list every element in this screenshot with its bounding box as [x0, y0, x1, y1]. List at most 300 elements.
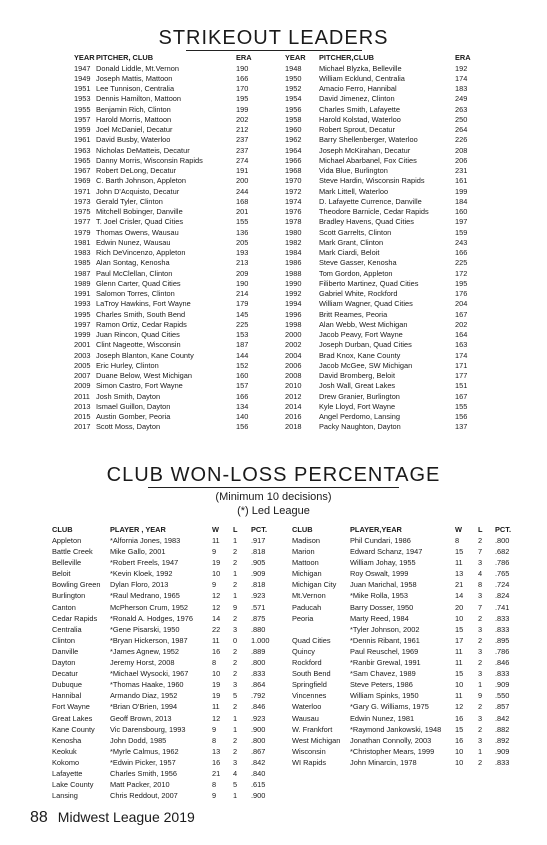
losses-cell: 2	[233, 702, 238, 712]
era-cell: 243	[455, 237, 468, 247]
year-cell: 2011	[74, 391, 90, 401]
player-cell: *Tyler Johnson, 2002	[350, 624, 420, 634]
year-cell: 1970	[285, 176, 302, 186]
club-cell: Dayton	[52, 658, 76, 668]
pitcher-cell: Barry Shellenberger, Waterloo	[319, 135, 418, 145]
player-cell: *Christopher Mears, 1999	[350, 746, 435, 756]
year-cell: 1969	[74, 176, 91, 186]
strikeout-row	[74, 340, 474, 350]
losses-cell: 1	[233, 713, 238, 723]
year-cell: 1999	[74, 330, 91, 339]
player-cell: *Thomas Haake, 1960	[110, 680, 184, 690]
pct-cell: .909	[251, 569, 266, 579]
pitcher-cell: Simon Castro, Fort Wayne	[96, 381, 183, 391]
era-cell: 237	[236, 145, 249, 155]
losses-cell: 1	[233, 591, 238, 601]
year-cell: 1951	[74, 84, 91, 93]
club-row	[292, 580, 522, 591]
pct-cell: .917	[251, 536, 266, 545]
pct-cell: .833	[495, 757, 510, 767]
losses-cell: 2	[478, 658, 483, 668]
year-cell: 1962	[285, 135, 302, 145]
player-cell: *Robert Freels, 1947	[110, 558, 179, 568]
wins-cell: 8	[212, 780, 217, 790]
strikeout-row	[74, 330, 474, 340]
club-cell: Wausau	[292, 713, 319, 723]
pct-cell: .923	[251, 713, 266, 723]
era-cell: 176	[455, 289, 468, 298]
pitcher-cell: Steve Hardin, Wisconsin Rapids	[319, 176, 425, 186]
pitcher-cell: Mark Ciardi, Beloit	[319, 248, 380, 257]
page-footer	[30, 809, 195, 827]
pitcher-cell: Amacio Ferro, Hannibal	[319, 84, 397, 93]
player-cell: Edward Schanz, 1947	[350, 547, 423, 557]
pitcher-cell: Mitchell Bobinger, Danville	[96, 207, 183, 216]
pitcher-cell: Michael Abarbanel, Fox Cities	[319, 155, 417, 165]
era-cell: 209	[236, 268, 249, 278]
strikeout-row	[74, 125, 474, 135]
pitcher-cell: Tom Gordon, Appleton	[319, 268, 393, 278]
year-cell: 1950	[285, 73, 302, 83]
era-cell: 179	[236, 299, 249, 309]
era-cell: 174	[455, 350, 468, 360]
pitcher-cell: Mark Littell, Waterloo	[319, 186, 389, 196]
club-row	[52, 603, 277, 614]
club-rows-right	[292, 536, 522, 769]
strikeout-row	[74, 361, 474, 371]
wins-cell: 16	[212, 757, 221, 767]
pitcher-cell: Packy Naughton, Dayton	[319, 422, 401, 432]
era-cell: 249	[455, 94, 468, 104]
club-table-right	[292, 525, 522, 769]
player-cell: Geoff Brown, 2013	[110, 713, 172, 723]
wins-cell: 13	[455, 569, 464, 579]
club-cell: Vincennes	[292, 691, 327, 701]
wins-cell: 16	[212, 646, 221, 656]
club-row	[292, 547, 522, 558]
year-cell: 1961	[74, 135, 91, 145]
club-row	[292, 625, 522, 636]
club-cell: Wisconsin	[292, 746, 326, 756]
year-cell: 1998	[285, 319, 302, 329]
era-cell: 157	[236, 381, 249, 391]
pct-cell: .786	[495, 646, 510, 656]
player-cell: William Johay, 1955	[350, 558, 416, 568]
club-row	[52, 725, 277, 736]
club-cell: Hannibal	[52, 691, 82, 701]
pct-cell: .846	[495, 658, 510, 668]
wins-cell: 19	[212, 680, 221, 690]
era-cell: 153	[236, 330, 249, 339]
club-row	[292, 680, 522, 691]
pitcher-cell: Gerald Tyler, Clinton	[96, 196, 163, 206]
player-cell: Phil Cundari, 1986	[350, 536, 411, 545]
wins-cell: 15	[455, 624, 464, 634]
pct-cell: .880	[251, 624, 266, 634]
wins-cell: 11	[455, 646, 463, 656]
year-cell: 1968	[285, 166, 302, 175]
year-cell: 1948	[285, 63, 302, 73]
club-cell: Bowling Green	[52, 580, 101, 590]
pct-cell: .857	[495, 702, 510, 712]
era-cell: 213	[236, 258, 249, 268]
losses-cell: 2	[478, 635, 483, 645]
losses-cell: 0	[233, 635, 238, 645]
strikeout-row	[74, 166, 474, 176]
losses-cell: 2	[233, 558, 238, 568]
era-cell: 160	[236, 371, 249, 380]
club-cell: W. Frankfort	[292, 724, 333, 734]
year-cell: 1966	[285, 155, 302, 165]
club-row	[52, 758, 277, 769]
losses-cell: 1	[233, 791, 238, 801]
club-rows-left	[52, 536, 277, 802]
year-cell: 2010	[285, 381, 302, 391]
pct-cell: .833	[251, 669, 266, 679]
era-cell: 195	[455, 278, 468, 288]
era-cell: 187	[236, 340, 249, 350]
losses-cell: 1	[233, 569, 238, 579]
pct-cell: .800	[495, 536, 510, 545]
wins-cell: 13	[212, 746, 221, 756]
year-header: YEAR	[285, 53, 306, 62]
year-cell: 2017	[74, 422, 91, 432]
player-header: PLAYER,YEAR	[350, 525, 402, 534]
club-cell: Decatur	[52, 669, 78, 679]
club-cell: Burlington	[52, 591, 86, 601]
pitcher-cell: Austin Gomber, Peoria	[96, 412, 171, 421]
l-header: L	[478, 525, 483, 534]
year-cell: 2006	[285, 360, 302, 370]
era-cell: 199	[236, 104, 249, 114]
club-row	[52, 658, 277, 669]
strikeout-row	[74, 74, 474, 84]
pct-cell: .615	[251, 780, 266, 790]
club-cell: Quad Cities	[292, 635, 331, 645]
pitcher-cell: Edwin Nunez, Wausau	[96, 237, 171, 247]
pitcher-cell: Filiberto Martinez, Quad Cities	[319, 278, 419, 288]
pct-cell: .905	[251, 558, 266, 568]
club-cell: Mattoon	[292, 558, 319, 568]
player-cell: John Dodd, 1985	[110, 735, 167, 745]
strikeout-row	[74, 351, 474, 361]
pitcher-cell: Nicholas DeMatteis, Decatur	[96, 145, 190, 155]
pct-cell: .864	[251, 680, 266, 690]
led-league-note: (*) Led League	[237, 505, 310, 517]
player-cell: *Dennis Ribant, 1961	[350, 635, 420, 645]
club-row	[292, 569, 522, 580]
pct-cell: .846	[251, 702, 266, 712]
player-cell: *Myrle Calmus, 1962	[110, 746, 179, 756]
pct-cell: .909	[495, 746, 510, 756]
player-cell: *Michael Wysocki, 1967	[110, 669, 189, 679]
wins-cell: 14	[455, 591, 464, 601]
title-underline	[148, 487, 399, 488]
player-cell: Edwin Nunez, 1981	[350, 713, 415, 723]
player-cell: Roy Oswalt, 1999	[350, 569, 409, 579]
pitcher-cell: Rich DeVincenzo, Appleton	[96, 248, 186, 257]
club-cell: Madison	[292, 536, 320, 545]
wins-cell: 14	[212, 613, 221, 623]
year-cell: 2008	[285, 371, 302, 380]
year-cell: 2005	[74, 360, 91, 370]
losses-cell: 1	[478, 680, 483, 690]
year-cell: 1995	[74, 309, 91, 319]
strikeout-row	[74, 207, 474, 217]
wins-cell: 19	[212, 691, 221, 701]
era-cell: 164	[455, 330, 468, 339]
year-cell: 1997	[74, 319, 91, 329]
era-cell: 167	[455, 391, 468, 401]
strikeout-row	[74, 248, 474, 258]
club-cell: Marion	[292, 547, 315, 557]
pitcher-cell: Joseph Blanton, Kane County	[96, 350, 194, 360]
player-cell: *Gary G. Williams, 1975	[350, 702, 429, 712]
club-table-left	[52, 525, 277, 802]
year-cell: 1963	[74, 145, 91, 155]
pct-cell: .895	[495, 635, 510, 645]
strikeout-row	[74, 320, 474, 330]
club-row	[292, 702, 522, 713]
club-row	[52, 636, 277, 647]
strikeout-row	[74, 238, 474, 248]
pct-cell: .842	[495, 713, 510, 723]
era-cell: 200	[236, 176, 249, 186]
club-row	[292, 636, 522, 647]
era-cell: 152	[236, 360, 249, 370]
wins-cell: 10	[455, 746, 464, 756]
pitcher-cell: Joseph Mattis, Mattoon	[96, 73, 173, 83]
pct-cell: .833	[495, 624, 510, 634]
pct-header: PCT.	[251, 525, 268, 534]
pitcher-cell: Drew Granier, Burlington	[319, 391, 400, 401]
w-header: W	[455, 525, 462, 534]
club-header-label: CLUB	[292, 525, 313, 534]
club-row	[292, 558, 522, 569]
era-cell: 195	[236, 94, 249, 104]
club-row	[52, 647, 277, 658]
club-row	[52, 591, 277, 602]
year-cell: 1965	[74, 155, 91, 165]
player-cell: Mike Gallo, 2001	[110, 547, 166, 557]
era-cell: 225	[455, 258, 468, 268]
strikeout-row	[74, 310, 474, 320]
losses-cell: 4	[233, 768, 238, 778]
pitcher-cell: Josh Smith, Dayton	[96, 391, 161, 401]
pitcher-cell: David Busby, Waterloo	[96, 135, 171, 145]
club-pct-title: CLUB WON-LOSS PERCENTAGE	[106, 464, 441, 486]
club-row	[52, 547, 277, 558]
pitcher-cell: Harold Kolstad, Waterloo	[319, 114, 401, 124]
strikeout-leaders-title: STRIKEOUT LEADERS	[158, 27, 389, 49]
player-cell: *Brian O'Brien, 1994	[110, 702, 178, 712]
club-cell: Keokuk	[52, 746, 77, 756]
era-cell: 193	[236, 248, 249, 257]
year-cell: 1984	[285, 248, 302, 257]
losses-cell: 7	[478, 547, 483, 557]
era-cell: 250	[455, 114, 468, 124]
pitcher-cell: Benjamin Rich, Clinton	[96, 104, 171, 114]
pitcher-cell: Joseph McKirahan, Decatur	[319, 145, 411, 155]
wins-cell: 8	[455, 536, 460, 545]
year-cell: 1952	[285, 84, 302, 93]
wins-cell: 12	[212, 713, 221, 723]
strikeout-row	[74, 228, 474, 238]
strikeout-row	[74, 115, 474, 125]
club-row	[52, 736, 277, 747]
club-row	[292, 714, 522, 725]
club-cell: Kenosha	[52, 735, 82, 745]
wins-cell: 15	[455, 547, 464, 557]
era-cell: 172	[455, 268, 468, 278]
losses-cell: 3	[478, 646, 483, 656]
player-cell: *Raul Medrano, 1965	[110, 591, 180, 601]
strikeout-row	[74, 135, 474, 145]
player-cell: Marty Reed, 1984	[350, 613, 409, 623]
club-row	[292, 725, 522, 736]
losses-cell: 1	[233, 724, 238, 734]
losses-cell: 5	[233, 691, 238, 701]
era-cell: 156	[455, 412, 468, 421]
club-cell: Quincy	[292, 646, 316, 656]
club-cell: Kane County	[52, 724, 95, 734]
era-cell: 144	[236, 350, 249, 360]
strikeout-row	[74, 299, 474, 309]
w-header: W	[212, 525, 219, 534]
player-cell: Vic Darensbourg, 1993	[110, 724, 186, 734]
wins-cell: 10	[212, 569, 221, 579]
club-row	[52, 625, 277, 636]
era-cell: 145	[236, 309, 249, 319]
strikeout-row	[74, 422, 474, 432]
pitcher-cell: Bradley Havens, Quad Cities	[319, 217, 414, 227]
year-cell: 1975	[74, 207, 91, 216]
year-cell: 2016	[285, 412, 302, 421]
era-cell: 136	[236, 227, 249, 237]
strikeout-row	[74, 146, 474, 156]
era-cell: 202	[236, 114, 249, 124]
year-cell: 1987	[74, 268, 91, 278]
era-cell: 202	[455, 319, 468, 329]
losses-cell: 3	[478, 624, 483, 634]
year-cell: 2013	[74, 401, 91, 411]
losses-cell: 8	[478, 580, 483, 590]
pitcher-cell: Theodore Barnicle, Cedar Rapids	[319, 207, 429, 216]
wins-cell: 11	[212, 635, 220, 645]
club-row	[292, 603, 522, 614]
losses-cell: 3	[233, 624, 238, 634]
pct-cell: .909	[495, 680, 510, 690]
era-cell: 183	[455, 84, 468, 93]
losses-cell: 3	[478, 591, 483, 601]
pitcher-cell: Lee Tunnison, Centralia	[96, 84, 175, 93]
pitcher-cell: Eric Hurley, Clinton	[96, 360, 159, 370]
strikeout-row	[74, 381, 474, 391]
pct-cell: .867	[251, 746, 266, 756]
pitcher-cell: Kyle Lloyd, Fort Wayne	[319, 401, 396, 411]
losses-cell: 4	[478, 569, 483, 579]
pitcher-cell: Ramon Ortiz, Cedar Rapids	[96, 319, 187, 329]
player-cell: *Ronald A. Hodges, 1976	[110, 613, 193, 623]
losses-cell: 3	[478, 558, 483, 568]
era-cell: 201	[236, 207, 249, 216]
year-cell: 2007	[74, 371, 91, 380]
losses-cell: 2	[233, 735, 238, 745]
pitcher-cell: John D'Acquisto, Decatur	[96, 186, 180, 196]
player-cell: McPherson Crum, 1952	[110, 602, 189, 612]
club-row	[52, 680, 277, 691]
player-cell: Charles Smith, 1956	[110, 768, 177, 778]
pitcher-cell: LaTroy Hawkins, Fort Wayne	[96, 299, 191, 309]
publication-name: Midwest League 2019	[57, 809, 195, 825]
year-cell: 1953	[74, 94, 91, 104]
strikeout-row	[74, 187, 474, 197]
player-cell: *Raymond Jankowski, 1948	[350, 724, 442, 734]
strikeout-rows	[74, 64, 474, 433]
club-cell: Dubuque	[52, 680, 82, 690]
player-cell: Juan Marichal, 1958	[350, 580, 417, 590]
player-cell: Jeremy Horst, 2008	[110, 658, 175, 668]
strikeout-row	[74, 197, 474, 207]
losses-cell: 2	[478, 536, 483, 545]
era-cell: 214	[236, 289, 249, 298]
pitcher-cell: Harold Morris, Mattoon	[96, 114, 172, 124]
era-header: ERA	[236, 53, 252, 62]
pitcher-cell: Salomon Torres, Clinton	[96, 289, 175, 298]
club-cell: Belleville	[52, 558, 82, 568]
pitcher-cell: Jacob Peavy, Fort Wayne	[319, 330, 403, 339]
wins-cell: 10	[212, 669, 221, 679]
club-cell: Lafayette	[52, 768, 83, 778]
era-cell: 184	[455, 196, 468, 206]
pitcher-cell: Dennis Hamilton, Mattoon	[96, 94, 182, 104]
wins-cell: 12	[212, 602, 221, 612]
pitcher-cell: Robert Sprout, Decatur	[319, 125, 395, 134]
losses-cell: 2	[233, 746, 238, 756]
pitcher-cell: Gabriel White, Rockford	[319, 289, 398, 298]
strikeout-header	[74, 53, 474, 64]
era-cell: 166	[455, 248, 468, 257]
pitcher-cell: Josh Wall, Great Lakes	[319, 381, 396, 391]
year-cell: 1980	[285, 227, 302, 237]
pct-cell: .900	[251, 724, 266, 734]
wins-cell: 11	[455, 658, 463, 668]
club-cell: Paducah	[292, 602, 322, 612]
losses-cell: 3	[478, 713, 483, 723]
year-cell: 1992	[285, 289, 302, 298]
club-cell: South Bend	[292, 669, 331, 679]
year-cell: 1964	[285, 145, 302, 155]
losses-cell: 2	[233, 580, 238, 590]
club-cell: Great Lakes	[52, 713, 93, 723]
pitcher-cell: Donald Liddle, Mt.Vernon	[96, 63, 179, 73]
strikeout-row	[74, 105, 474, 115]
pct-cell: .818	[251, 547, 266, 557]
year-cell: 1967	[74, 166, 91, 175]
pitcher-cell: William Wagner, Quad Cities	[319, 299, 413, 309]
pct-cell: .900	[251, 791, 266, 801]
year-cell: 1982	[285, 237, 302, 247]
strikeout-row	[74, 94, 474, 104]
losses-cell: 1	[478, 746, 483, 756]
wins-cell: 21	[455, 580, 464, 590]
era-cell: 205	[236, 237, 249, 247]
strikeout-row	[74, 412, 474, 422]
wins-cell: 22	[212, 624, 221, 634]
club-cell: Rockford	[292, 658, 322, 668]
era-cell: 237	[236, 135, 249, 145]
year-cell: 1971	[74, 186, 91, 196]
